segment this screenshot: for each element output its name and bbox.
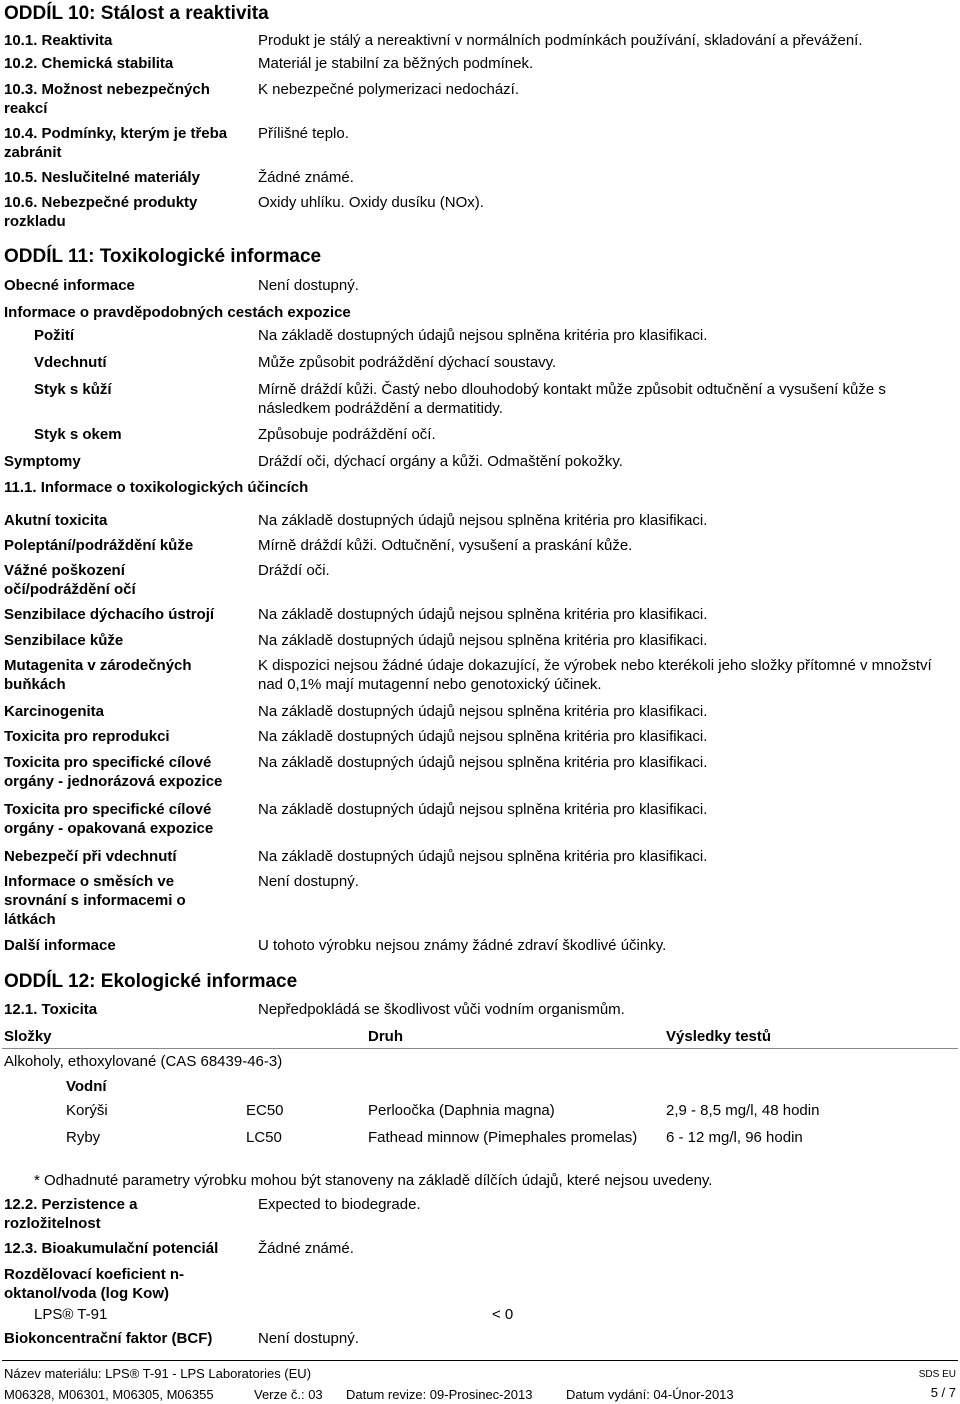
label-respiratory-sensitisation: Senzibilace dýchacího ústrojí bbox=[4, 606, 215, 623]
table-row-test: EC50 bbox=[246, 1102, 284, 1119]
label-reactivity: 10.1. Reaktivita bbox=[4, 32, 113, 49]
label-conditions-to-avoid: 10.4. Podmínky, kterým je třeba zabránit bbox=[4, 125, 228, 161]
partition-product: LPS® T-91 bbox=[34, 1306, 108, 1323]
value-persistence: Expected to biodegrade. bbox=[258, 1196, 421, 1213]
exposure-routes-title: Informace o pravděpodobných cestách expozice bbox=[4, 304, 351, 321]
value-mixture-info: Není dostupný. bbox=[258, 873, 359, 890]
value-skin-corrosion: Mírně dráždí kůži. Odtučnění, vysušení a praskání kůže. bbox=[258, 537, 633, 554]
value-other-info: U tohoto výrobku nejsou známy žádné zdraví škodlivé účinky. bbox=[258, 937, 667, 954]
label-inhalation: Vdechnutí bbox=[34, 354, 107, 371]
label-general-info: Obecné informace bbox=[4, 277, 135, 294]
label-skin-sensitisation: Senzibilace kůže bbox=[4, 632, 124, 649]
label-mixture-info: Informace o směsích ve srovnání s informacemi o látkách bbox=[4, 873, 186, 928]
label-chemical-stability: 10.2. Chemická stabilita bbox=[4, 55, 174, 72]
value-acute-toxicity: Na základě dostupných údajů nejsou splněna kritéria pro klasifikaci. bbox=[258, 512, 708, 529]
footer-page-number: 5 / 7 bbox=[930, 1385, 956, 1400]
value-mutagenicity: K dispozici nejsou žádné údaje dokazující, že výrobek nebo kterékoli jeho složky přítomné v množství nad 0,1% mají mutagenní nebo genotoxický účinek. bbox=[258, 657, 932, 693]
footer-doc-type: SDS EU bbox=[918, 1369, 956, 1380]
label-reproductive-toxicity: Toxicita pro reprodukci bbox=[4, 728, 170, 745]
label-symptoms: Symptomy bbox=[4, 453, 81, 470]
footer-revision-date: Datum revize: 09-Prosinec-2013 bbox=[346, 1387, 533, 1402]
label-toxicity: 12.1. Toxicita bbox=[4, 1001, 98, 1018]
value-skin-sensitisation: Na základě dostupných údajů nejsou splněna kritéria pro klasifikaci. bbox=[258, 632, 708, 649]
label-skin-corrosion: Poleptání/podráždění kůže bbox=[4, 537, 194, 554]
value-respiratory-sensitisation: Na základě dostupných údajů nejsou splněna kritéria pro klasifikaci. bbox=[258, 606, 708, 623]
label-skin-contact: Styk s kůží bbox=[34, 381, 112, 398]
footer-material: Název materiálu: LPS® T-91 - LPS Laboratories (EU) bbox=[4, 1366, 312, 1381]
footer-rule bbox=[2, 1360, 958, 1361]
table-header-components: Složky bbox=[4, 1028, 52, 1045]
footer-version: Verze č.: 03 bbox=[254, 1387, 323, 1402]
label-eye-contact: Styk s okem bbox=[34, 426, 122, 443]
table-row-group: Korýši bbox=[66, 1102, 108, 1119]
value-inhalation: Může způsobit podráždění dýchací soustavy. bbox=[258, 354, 557, 371]
label-aspiration-hazard: Nebezpečí při vdechnutí bbox=[4, 848, 177, 865]
label-acute-toxicity: Akutní toxicita bbox=[4, 512, 108, 529]
value-bioaccumulation: Žádné známé. bbox=[258, 1240, 354, 1257]
label-incompatible-materials: 10.5. Neslučitelné materiály bbox=[4, 169, 200, 186]
value-symptoms: Dráždí oči, dýchací orgány a kůži. Odmaštění pokožky. bbox=[258, 453, 623, 470]
value-aspiration-hazard: Na základě dostupných údajů nejsou splněna kritéria pro klasifikaci. bbox=[258, 848, 708, 865]
table-row-species: Perloočka (Daphnia magna) bbox=[368, 1102, 555, 1119]
label-stot-single: Toxicita pro specifické cílové orgány - jednorázová expozice bbox=[4, 754, 223, 790]
value-reproductive-toxicity: Na základě dostupných údajů nejsou splněna kritéria pro klasifikaci. bbox=[258, 728, 708, 745]
table-header-rule bbox=[2, 1048, 958, 1049]
partition-value: < 0 bbox=[492, 1306, 514, 1323]
value-eye-damage: Dráždí oči. bbox=[258, 562, 330, 579]
value-eye-contact: Způsobuje podráždění očí. bbox=[258, 426, 436, 443]
tox-effects-title: 11.1. Informace o toxikologických účincích bbox=[4, 479, 309, 496]
value-stot-single: Na základě dostupných údajů nejsou splněna kritéria pro klasifikaci. bbox=[258, 754, 708, 771]
table-header-species: Druh bbox=[368, 1028, 403, 1045]
section-10-title: ODDÍL 10: Stálost a reaktivita bbox=[4, 3, 269, 24]
label-mutagenicity: Mutagenita v zárodečných buňkách bbox=[4, 657, 192, 693]
value-skin-contact: Mírně dráždí kůži. Častý nebo dlouhodobý kontakt může způsobit odtučnění a vysušení kůže s následkem podráždění a dermatitidy. bbox=[258, 381, 886, 417]
footer-issue-date: Datum vydání: 04-Únor-2013 bbox=[566, 1387, 734, 1402]
label-hazardous-reactions: 10.3. Možnost nebezpečných reakcí bbox=[4, 81, 210, 117]
table-row-test: LC50 bbox=[246, 1129, 282, 1146]
value-stot-repeated: Na základě dostupných údajů nejsou splněna kritéria pro klasifikaci. bbox=[258, 801, 708, 818]
table-component: Alkoholy, ethoxylované (CAS 68439-46-3) bbox=[4, 1053, 283, 1070]
label-stot-repeated: Toxicita pro specifické cílové orgány - opakovaná expozice bbox=[4, 801, 214, 837]
value-incompatible-materials: Žádné známé. bbox=[258, 169, 354, 186]
label-partition-coefficient: Rozdělovací koeficient n-oktanol/voda (log Kow) bbox=[4, 1266, 185, 1302]
value-bcf: Není dostupný. bbox=[258, 1330, 359, 1347]
value-chemical-stability: Materiál je stabilní za běžných podmínek. bbox=[258, 55, 534, 72]
value-carcinogenicity: Na základě dostupných údajů nejsou splněna kritéria pro klasifikaci. bbox=[258, 703, 708, 720]
value-ingestion: Na základě dostupných údajů nejsou splněna kritéria pro klasifikaci. bbox=[258, 327, 708, 344]
table-footnote: * Odhadnuté parametry výrobku mohou být stanoveny na základě dílčích údajů, které nejsou uvedeny. bbox=[34, 1172, 713, 1189]
table-row-group: Ryby bbox=[66, 1129, 101, 1146]
label-ingestion: Požití bbox=[34, 327, 74, 344]
value-conditions-to-avoid: Přílišné teplo. bbox=[258, 125, 349, 142]
label-persistence: 12.2. Perzistence a rozložitelnost bbox=[4, 1196, 138, 1232]
label-decomposition-products: 10.6. Nebezpečné produkty rozkladu bbox=[4, 194, 198, 230]
value-decomposition-products: Oxidy uhlíku. Oxidy dusíku (NOx). bbox=[258, 194, 484, 211]
label-bcf: Biokoncentrační faktor (BCF) bbox=[4, 1330, 213, 1347]
section-11-title: ODDÍL 11: Toxikologické informace bbox=[4, 246, 322, 267]
table-row-result: 6 - 12 mg/l, 96 hodin bbox=[666, 1129, 803, 1146]
label-other-info: Další informace bbox=[4, 937, 116, 954]
label-bioaccumulation: 12.3. Bioakumulační potenciál bbox=[4, 1240, 219, 1257]
section-12-title: ODDÍL 12: Ekologické informace bbox=[4, 971, 298, 992]
value-general-info: Není dostupný. bbox=[258, 277, 359, 294]
footer-codes: M06328, M06301, M06305, M06355 bbox=[4, 1387, 214, 1402]
table-row-species: Fathead minnow (Pimephales promelas) bbox=[368, 1129, 638, 1146]
table-header-results: Výsledky testů bbox=[666, 1028, 772, 1045]
value-hazardous-reactions: K nebezpečné polymerizaci nedochází. bbox=[258, 81, 519, 98]
value-reactivity: Produkt je stálý a nereaktivní v normálních podmínkách používání, skladování a převážení. bbox=[258, 32, 863, 49]
label-eye-damage: Vážné poškození očí/podráždění očí bbox=[4, 562, 136, 598]
table-medium: Vodní bbox=[66, 1078, 107, 1095]
table-row-result: 2,9 - 8,5 mg/l, 48 hodin bbox=[666, 1102, 820, 1119]
label-carcinogenicity: Karcinogenita bbox=[4, 703, 105, 720]
value-toxicity: Nepředpokládá se škodlivost vůči vodním organismům. bbox=[258, 1001, 625, 1018]
